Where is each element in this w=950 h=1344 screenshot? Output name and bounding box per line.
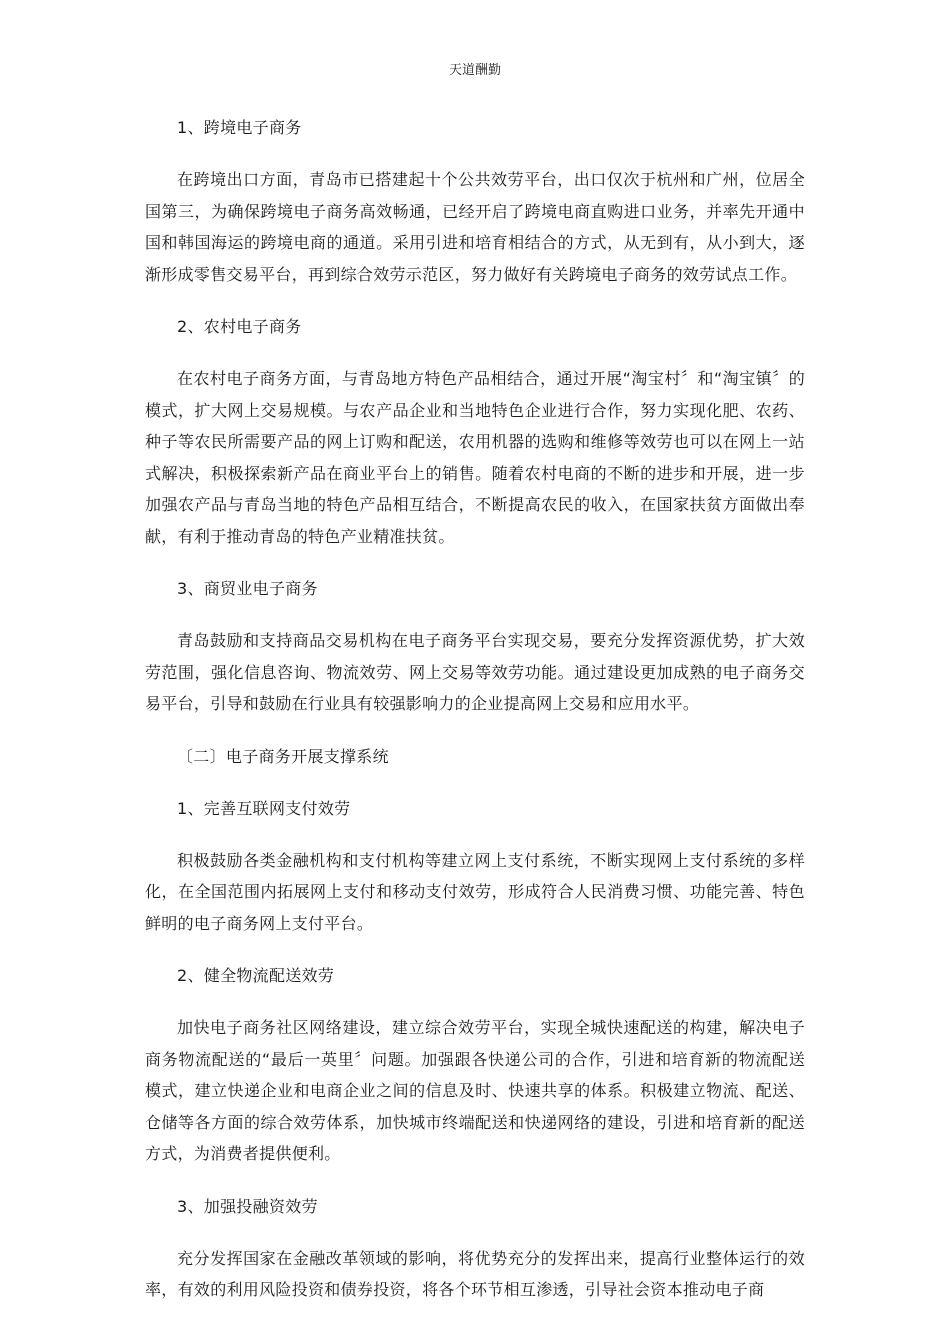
page-header: 天道酬勤 xyxy=(448,63,501,78)
section-heading-financing: 3、加强投融资效劳 xyxy=(177,1196,318,1216)
document-body xyxy=(145,112,805,1327)
section-heading-cross-border: 1、跨境电子商务 xyxy=(177,118,302,137)
paragraph-commerce: 青岛鼓励和支持商品交易机构在电子商务平台实现交易，要充分发挥资源优势，扩大效劳范围，强化信息咨询、物流效劳、网上交易等效劳功能。通过建设更加成熟的电子商务交易平台，引导和鼓励在行业具有较强影响力的企业提高网上交易和应用水平。 xyxy=(145,631,805,713)
section-heading-rural: 2、农村电子商务 xyxy=(177,317,302,336)
paragraph-cross-border: 在跨境出口方面，青岛市已搭建起十个公共效劳平台，出口仅次于杭州和广州，位居全国第三，为确保跨境电子商务高效畅通，已经开启了跨境电商直购进口业务，并率先开通中国和韩国海运的跨境电商的通道。采用引进和培育相结合的方式，从无到有，从小到大，逐渐形成零售交易平台，再到综合效劳示范区，努力做好有关跨境电子商务的效劳试点工作。 xyxy=(145,170,805,284)
paragraph-payment: 积极鼓励各类金融机构和支付机构等建立网上支付系统，不断实现网上支付系统的多样化，在全国范围内拓展网上支付和移动支付效劳，形成符合人民消费习惯、功能完善、特色鲜明的电子商务网上支付平台。 xyxy=(145,850,805,933)
section-heading-support-system: 〔二〕电子商务开展支撑系统 xyxy=(177,746,389,766)
section-heading-payment: 1、完善互联网支付效劳 xyxy=(177,798,351,818)
paragraph-logistics: 加快电子商务社区网络建设，建立综合效劳平台，实现全城快速配送的构建，解决电子商务物流配送的“最后一英里〞问题。加强跟各快递公司的合作，引进和培育新的物流配送模式，建立快递企业和电商企业之间的信息及时、快速共享的体系。积极建立物流、配送、仓储等各方面的综合效劳体系，加快城市终端配送和快递网络的建设，引进和培育新的配送方式，为消费者提供便利。 xyxy=(145,1018,805,1163)
section-heading-logistics: 2、健全物流配送效劳 xyxy=(177,966,335,985)
paragraph-financing: 充分发挥国家在金融改革领域的影响，将优势充分的发挥出来，提高行业整体运行的效率，有效的利用风险投资和债券投资，将各个环节相互渗透，引导社会资本推动电子商 xyxy=(145,1248,805,1299)
paragraph-rural: 在农村电子商务方面，与青岛地方特色产品相结合，通过开展“淘宝村〞和“淘宝镇〞的模式，扩大网上交易规模。与农产品企业和当地特色企业进行合作，努力实现化肥、农药、种子等农民所需要产品的网上订购和配送，农用机器的选购和维修等效劳也可以在网上一站式解决，积极探索新产品在商业平台上的销售。随着农村电商的不断的进步和开展，进一步加强农产品与青岛当地的特色产品相互结合，不断提高农民的收入，在国家扶贫方面做出奉献，有利于推动青岛的特色产业精准扶贫。 xyxy=(145,369,805,546)
section-heading-commerce: 3、商贸业电子商务 xyxy=(177,579,318,598)
